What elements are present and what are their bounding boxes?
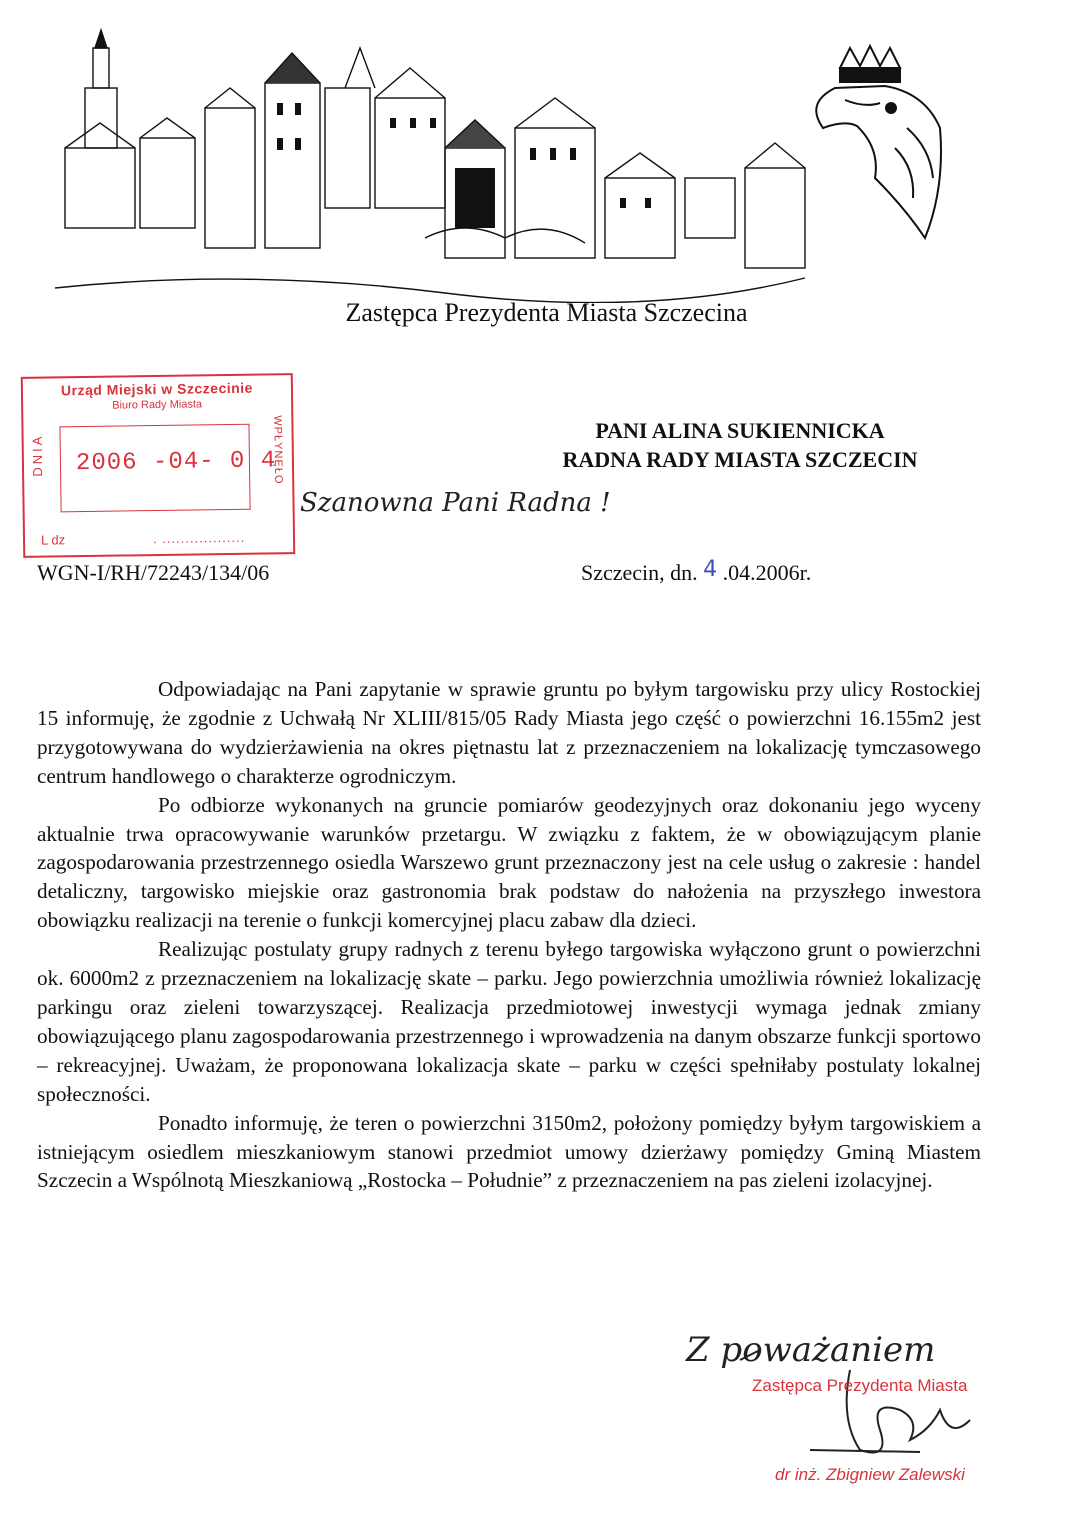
stamp-subtitle: Biuro Rady Miasta — [112, 398, 203, 412]
stamp-side-label-right: WPŁYNĘŁO — [271, 415, 285, 485]
letterhead-title: Zastępca Prezydenta Miasta Szczecina — [345, 298, 748, 327]
letter-body — [37, 675, 981, 1195]
addressee-name: PANI ALINA SUKIENNICKA — [595, 418, 885, 443]
stamp-date: 2006 -04- 0 4 — [75, 447, 277, 478]
handwritten-day: 4 — [703, 557, 718, 582]
stamp-ldz-value: . .................. — [152, 529, 246, 547]
addressee-title: RADNA RADY MIASTA SZCZECIN — [562, 447, 918, 472]
place-date — [581, 557, 812, 586]
griffin-crest-icon — [816, 46, 941, 238]
stamp-side-label-left: DNIA — [29, 433, 46, 477]
body-paragraph: Po odbiorze wykonanych na gruncie pomiarów geodezyjnych oraz dokonaniu jego wyceny aktualnie trwa opracowywanie warunków przetargu. W związku z faktem, że w obowiązującym planie zagospodarowania przestrzennego osiedla Warszewo grunt przeznaczony jest na cele usług o zakresie : handel detaliczny, targowisko miejskie oraz gastronomia brak podstaw do nałożenia na przyszłego inwestora obowiązku realizacji na terenie o funkcji komercyjnej placu zabaw dla dzieci. — [37, 792, 981, 933]
stamp-title: Urząd Miejski w Szczecinie — [60, 379, 254, 399]
signatory-stamp-name: dr inż. Zbigniew Zalewski — [775, 1465, 965, 1484]
place-date-suffix: .04.2006r. — [722, 560, 812, 585]
handwritten-closing: Z poważaniem — [686, 1330, 936, 1370]
body-paragraph: Ponadto informuję, że teren o powierzchni 3150m2, położony pomiędzy byłym targowiskiem a istniejącym osiedlem mieszkaniowym stanowi przedmiot umowy dzierżawy pomiędzy Gminą Miastem Szczecin a Wspólnotą Mieszkaniową „Rostocka – Południe” z przeznaczeniem na pas zieleni izolacyjnej. — [37, 1110, 981, 1193]
signatory-stamp-title: Zastępca Prezydenta Miasta — [752, 1376, 968, 1395]
city-skyline-illustration — [45, 8, 955, 303]
handwritten-signature — [730, 1340, 990, 1470]
handwritten-salutation: Szanowna Pani Radna ! — [300, 488, 611, 518]
received-stamp — [21, 373, 296, 558]
stamp-ldz-label: L dz — [40, 532, 66, 548]
place-date-prefix: Szczecin, dn. — [581, 560, 698, 585]
document-reference: WGN-I/RH/72243/134/06 — [37, 560, 270, 585]
body-paragraph: Realizując postulaty grupy radnych z terenu byłego targowiska wyłączono grunt o powierzchni ok. 6000m2 z przeznaczeniem na lokalizację skate – parku. Jego powierzchnia umożliwia również lokalizację parkingu oraz zieleni towarzyszącej. Realizacja przedmiotowej inwestycji wymaga jednak zmiany obowiązującego planu zagospodarowania przestrzennego i wprowadzenia na danym obszarze funkcji sportowo – rekreacyjnej. Uważam, że proponowana lokalizacja skate – parku w części spełniłaby postulaty lokalnej społeczności. — [37, 937, 981, 1106]
body-paragraph: Odpowiadając na Pani zapytanie w sprawie gruntu po byłym targowisku przy ulicy Rostockiej 15 informuję, że zgodnie z Uchwałą Nr XLIII/815/05 Rady Miasta jego część o powierzchni 16.155m2 jest przygotowywana do wydzierżawienia na okres piętnastu lat z przeznaczeniem na lokalizację tymczasowego centrum handlowego o charakterze ogrodniczym. — [37, 677, 981, 788]
